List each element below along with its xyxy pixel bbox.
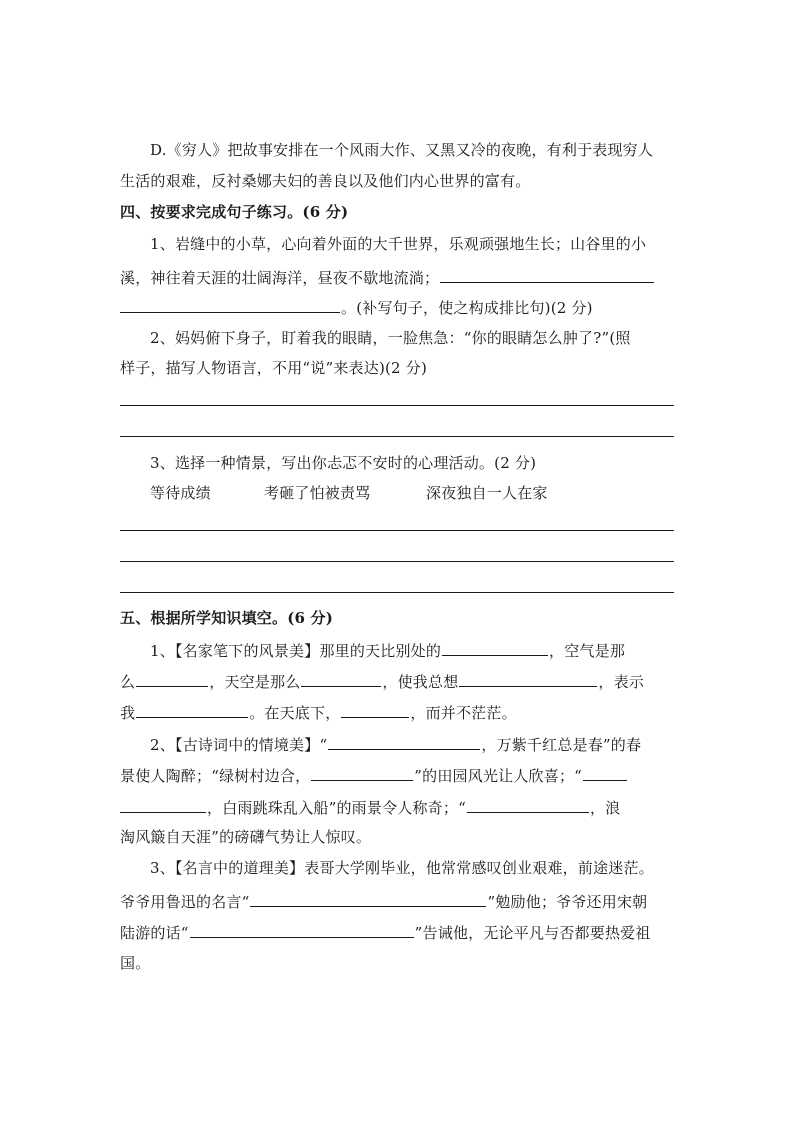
sec4-q2-line-1: 2、妈妈俯下身子，盯着我的眼睛，一脸焦急：“你的眼睛怎么肿了?”(照 [150, 329, 631, 347]
sec5-q3-text-c: ”勉励他；爷爷还用宋朝 [487, 893, 648, 911]
sec5-q3-text-b: 爷爷用鲁迅的名言“ [120, 893, 250, 911]
sec4-q3-answer-line-1[interactable] [120, 530, 674, 531]
sec5-q2-text-f: ，浪 [589, 799, 621, 817]
sec5-q2-line-2 [120, 764, 676, 786]
sec5-q1-blank-4[interactable] [459, 670, 597, 687]
option-waiting-results: 等待成绩 [150, 484, 211, 502]
sec5-q3-blank-2[interactable] [190, 921, 414, 938]
sec5-q2-blank-3a[interactable] [583, 764, 627, 781]
sec5-q1-text-a: 1、【名家笔下的风景美】那里的天比别处的 [150, 642, 442, 660]
sec5-q2-text-c: 景使人陶醉；“绿树村边合， [120, 767, 311, 785]
sec5-q1-text-h: 。在天底下， [249, 704, 341, 722]
option-alone-at-night: 深夜独自一人在家 [426, 484, 548, 502]
sec5-q3-line-4: 国。 [120, 954, 151, 972]
option-d-line-1: D.《穷人》把故事安排在一个风雨大作、又黑又冷的夜晚，有利于表现穷人 [150, 141, 654, 159]
option-d-line-2: 生活的艰难，反衬桑娜夫妇的善良以及他们内心世界的富有。 [120, 172, 531, 190]
sec4-q1-line-3 [120, 296, 676, 318]
sec4-q1-line-1: 1、岩缝中的小草，心向着外面的大千世界，乐观顽强地生长；山谷里的小 [150, 235, 647, 253]
sec5-q3-blank-1[interactable] [250, 890, 486, 907]
section-4-heading: 四、按要求完成句子练习。(6 分) [120, 203, 349, 221]
sec5-q3-line-1: 3、【名言中的道理美】表哥大学刚毕业，他常常感叹创业艰难，前途迷茫。 [150, 859, 654, 877]
sec4-q2-answer-line-1[interactable] [120, 405, 674, 406]
sec5-q1-line-1 [150, 639, 676, 661]
sec4-q1-line-2 [120, 266, 676, 288]
sec5-q1-line-2 [120, 670, 676, 692]
sec5-q1-blank-2[interactable] [136, 670, 208, 687]
sec5-q1-text-f: ，表示 [598, 673, 645, 691]
sec5-q1-line-3 [120, 701, 676, 723]
sec4-q1-text: 溪，神往着天涯的壮阔海洋，昼夜不歇地流淌； [120, 269, 440, 287]
sec5-q3-text-d: 陆游的话“ [120, 924, 189, 942]
sec4-q1-instruction: 。(补写句子，使之构成排比句)(2 分) [341, 299, 593, 317]
sec5-q3-line-3 [120, 921, 676, 943]
sec4-q2-answer-line-2[interactable] [120, 436, 674, 437]
sec5-q3-line-2 [120, 890, 676, 912]
sec5-q2-blank-1[interactable] [328, 733, 480, 750]
sec5-q2-text-e: ，白雨跳珠乱入船”的雨景令人称奇；“ [207, 799, 466, 817]
sec5-q1-text-e: ，使我总想 [382, 673, 459, 691]
sec4-q3-options [150, 483, 676, 503]
sec5-q1-text-g: 我 [120, 704, 136, 722]
sec4-q3-answer-line-2[interactable] [120, 561, 674, 562]
sec5-q1-text-i: ，而并不茫茫。 [410, 704, 517, 722]
sec5-q2-text-d: ”的田园风光让人欣喜；“ [414, 767, 583, 785]
sec5-q1-blank-1[interactable] [442, 639, 548, 656]
sec5-q2-line-3 [120, 796, 676, 818]
sec5-q1-text-d: ，天空是那么 [209, 673, 301, 691]
sec4-q1-blank-1[interactable] [440, 266, 654, 283]
sec4-q3-answer-line-3[interactable] [120, 592, 674, 593]
sec5-q2-blank-2[interactable] [311, 764, 413, 781]
sec5-q3-text-e: ”告诫他，无论平凡与否都要热爱祖 [414, 924, 651, 942]
sec5-q1-text-b: ，空气是那 [549, 642, 626, 660]
sec5-q2-blank-3b[interactable] [120, 796, 206, 813]
sec5-q1-blank-5[interactable] [136, 701, 248, 718]
sec5-q2-line-4: 淘风簸自天涯”的磅礴气势让人惊叹。 [120, 828, 372, 846]
sec5-q2-text-b: ，万紫千红总是春”的春 [481, 736, 642, 754]
option-fear-scolding: 考砸了怕被责骂 [264, 484, 371, 502]
sec5-q1-text-c: 么 [120, 673, 136, 691]
sec4-q1-blank-2[interactable] [120, 296, 340, 313]
sec5-q1-blank-6[interactable] [341, 701, 409, 718]
sec4-q2-line-2: 样子，描写人物语言，不用“说”来表达)(2 分) [120, 359, 428, 377]
sec4-q3-line-1: 3、选择一种情景，写出你忐忑不安时的心理活动。(2 分) [150, 454, 537, 472]
sec5-q2-line-1 [150, 733, 676, 755]
section-5-heading: 五、根据所学知识填空。(6 分) [120, 609, 334, 627]
sec5-q2-blank-4[interactable] [467, 796, 589, 813]
sec5-q1-blank-3[interactable] [301, 670, 381, 687]
sec5-q2-text-a: 2、【古诗词中的情境美】“ [150, 736, 328, 754]
